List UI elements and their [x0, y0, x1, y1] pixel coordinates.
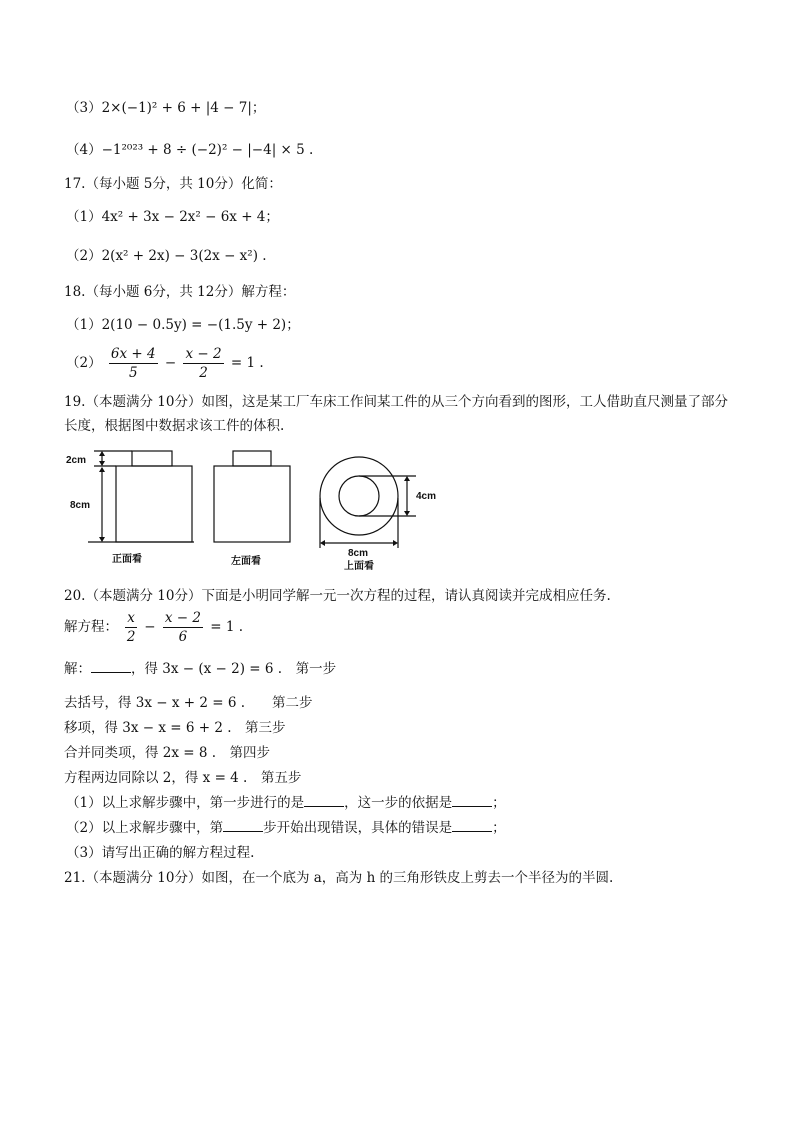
left-view-body — [214, 466, 290, 542]
question-20-equation — [64, 608, 243, 646]
question-21-text: 21.（本题满分 10分）如图，在一个底为 a，高为 h 的三角形铁皮上剪去一个半径为的半圆. — [64, 870, 614, 886]
minus-sign: − — [144, 619, 156, 635]
minus-sign: − — [164, 355, 177, 371]
task-1-text-b: ，这一步的依据是 — [344, 795, 453, 811]
problem-16-4: （4）−1²⁰²³ + 8 ÷ (−2)² − |−4| × 5 . — [66, 142, 314, 158]
fraction-3-numerator: x — [127, 610, 135, 626]
fraction-2-numerator: x − 2 — [185, 346, 222, 362]
fraction-1-denominator: 5 — [128, 365, 138, 381]
question-19-text: 19.（本题满分 10分）如图，这是某工厂车床工作间某工件的从三个方向看到的图形，工人借助直尺测量了部分长度，根据图中数据求该工件的体积. — [64, 394, 728, 434]
front-view-top-block — [132, 451, 172, 466]
fraction-2 — [183, 345, 223, 382]
label-left-view: 左面看 — [231, 556, 261, 567]
equation-rhs: = 1 . — [210, 619, 244, 635]
top-view-inner-circle — [339, 476, 379, 516]
answer-blank — [452, 819, 492, 832]
task-2 — [66, 818, 506, 838]
label-4cm: 4cm — [416, 491, 437, 502]
answer-blank — [223, 819, 263, 832]
top-view-outer-circle — [320, 457, 398, 535]
label-top-view: 上面看 — [344, 561, 374, 572]
label-8cm-bottom: 8cm — [348, 548, 369, 559]
task-2-text-c: ； — [492, 820, 506, 836]
solution-step-3: 移项，得 3x − x = 6 + 2 . 第三步 — [64, 720, 286, 736]
front-view-body — [116, 466, 192, 542]
task-1 — [66, 793, 506, 813]
solution-step-2: 去括号，得 3x − x + 2 = 6 . 第二步 — [64, 695, 313, 711]
problem-17-1: （1）4x² + 3x − 2x² − 6x + 4； — [66, 209, 279, 225]
solution-step-5: 方程两边同除以 2，得 x = 4 . 第五步 — [64, 770, 302, 786]
answer-blank — [452, 794, 492, 807]
step-1-prefix: 解： — [64, 661, 91, 677]
problem-18-2-prefix: （2） — [66, 355, 102, 371]
three-views-figure — [64, 446, 454, 574]
fraction-3-denominator: 2 — [126, 629, 136, 645]
equation-prefix: 解方程： — [64, 619, 118, 635]
question-17-heading: 17.（每小题 5分，共 10分）化简： — [64, 176, 282, 192]
fraction-4 — [163, 609, 203, 646]
left-view-top-block — [233, 451, 271, 466]
solution-step-4: 合并同类项，得 2x = 8 . 第四步 — [64, 745, 271, 761]
question-20-heading: 20.（本题满分 10分）下面是小明同学解一元一次方程的过程，请认真阅读并完成相应任务. — [64, 588, 611, 604]
answer-blank — [91, 660, 131, 673]
question-18-heading: 18.（每小题 6分，共 12分）解方程： — [64, 284, 296, 300]
fraction-4-denominator: 6 — [178, 629, 188, 645]
fraction-2-denominator: 2 — [199, 365, 208, 381]
task-1-text-a: （1）以上求解步骤中，第一步进行的是 — [66, 795, 305, 811]
problem-18-2 — [66, 344, 264, 382]
task-1-text-c: ； — [492, 795, 506, 811]
problem-18-1: （1）2(10 − 0.5y) = −(1.5y + 2)； — [66, 317, 300, 333]
fraction-4-numerator: x − 2 — [164, 610, 201, 626]
answer-blank — [304, 794, 344, 807]
problem-16-3: （3）2×(−1)² + 6 + |4 − 7|； — [66, 100, 266, 116]
fraction-1 — [109, 345, 158, 382]
problem-17-2: （2）2(x² + 2x) − 3(2x − x²) . — [66, 248, 267, 264]
fraction-3 — [125, 609, 137, 646]
step-1-text: ，得 3x − (x − 2) = 6 . 第一步 — [131, 661, 337, 677]
fraction-1-numerator: 6x + 4 — [110, 346, 156, 362]
solution-step-1 — [64, 659, 336, 679]
label-8cm-left: 8cm — [70, 500, 91, 511]
task-2-text-b: 步开始出现错误，具体的错误是 — [263, 820, 453, 836]
label-front-view: 正面看 — [112, 554, 142, 565]
task-3: （3）请写出正确的解方程过程. — [66, 845, 255, 861]
task-2-text-a: （2）以上求解步骤中，第 — [66, 820, 224, 836]
label-2cm: 2cm — [66, 455, 87, 466]
equation-rhs: = 1 . — [230, 355, 264, 371]
